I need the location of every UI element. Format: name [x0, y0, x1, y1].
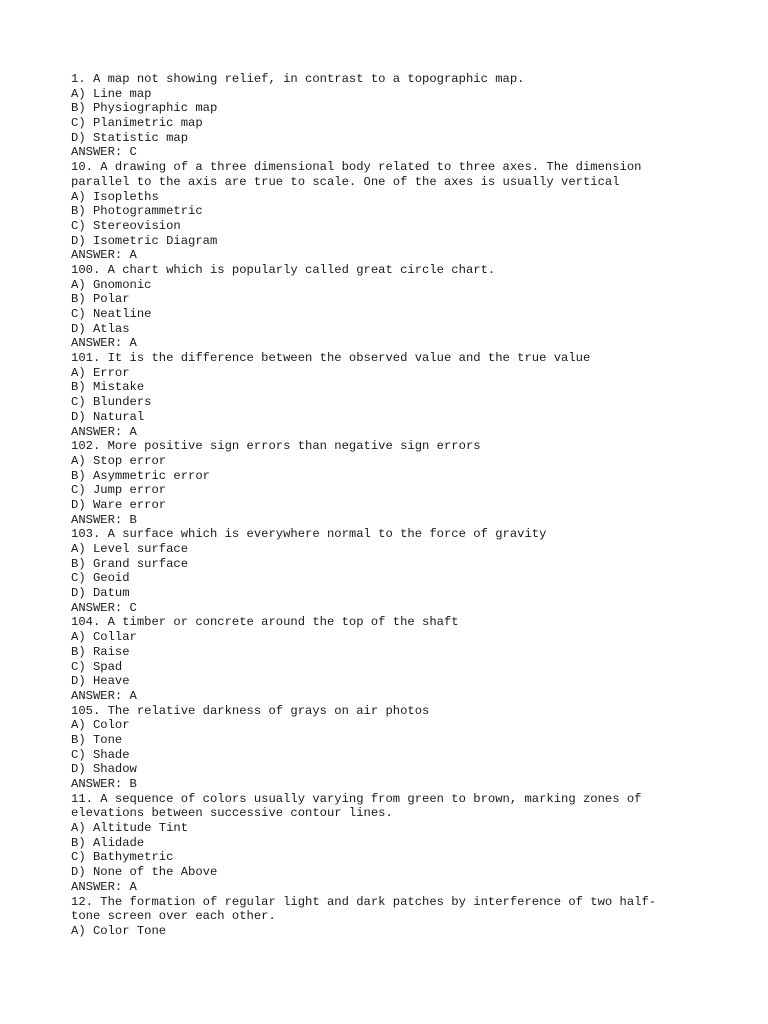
- question-text-continued: tone screen over each other.: [71, 909, 276, 924]
- answer-option: D) None of the Above: [71, 865, 218, 880]
- answer-key: ANSWER: C: [71, 145, 137, 160]
- answer-key: ANSWER: C: [71, 600, 137, 615]
- answer-option: A) Collar: [71, 630, 137, 645]
- answer-option: A) Level surface: [71, 542, 189, 556]
- question-text: 11. A sequence of colors usually varying from green to brown, marking zones of: [71, 791, 642, 806]
- answer-option: B) Raise: [71, 644, 130, 659]
- answer-option: C) Bathymetric: [71, 850, 174, 865]
- question-text: 10. A drawing of a three dimensional body related to three axes. The dimension: [71, 160, 642, 175]
- answer-option: C) Geoid: [71, 571, 130, 586]
- answer-option: C) Stereovision: [71, 218, 181, 233]
- answer-option: C) Planimetric map: [71, 116, 203, 131]
- answer-option: C) Jump error: [71, 483, 167, 498]
- answer-option: C) Neatline: [71, 307, 152, 321]
- question-text: 100. A chart which is popularly called great circle chart.: [71, 262, 496, 277]
- answer-option: A) Gnomonic: [71, 277, 152, 292]
- answer-option: D) Datum: [71, 586, 130, 601]
- answer-option: D) Shadow: [71, 762, 137, 777]
- answer-option: B) Asymmetric error: [71, 468, 210, 483]
- answer-key: ANSWER: A: [71, 336, 137, 351]
- answer-option: A) Error: [71, 365, 130, 380]
- question-text: 103. A surface which is everywhere normal to the force of gravity: [71, 527, 547, 542]
- answer-option: D) Atlas: [71, 321, 130, 336]
- answer-option: D) Statistic map: [71, 130, 189, 145]
- answer-option: D) Natural: [71, 409, 145, 424]
- question-text: 12. The formation of regular light and dark patches by interference of two half-: [71, 894, 657, 909]
- question-text: 102. More positive sign errors than negative sign errors: [71, 439, 481, 454]
- quiz-text-body: [71, 72, 711, 939]
- answer-option: A) Stop error: [71, 453, 167, 468]
- answer-option: B) Mistake: [71, 380, 145, 395]
- question-text-continued: elevations between successive contour lines.: [71, 806, 393, 821]
- answer-option: C) Spad: [71, 659, 123, 674]
- answer-option: B) Polar: [71, 292, 130, 307]
- answer-option: A) Isopleths: [71, 189, 159, 204]
- answer-key: ANSWER: B: [71, 512, 137, 527]
- question-text: 104. A timber or concrete around the top of the shaft: [71, 615, 459, 630]
- answer-option: A) Line map: [71, 86, 152, 101]
- answer-key: ANSWER: A: [71, 248, 137, 263]
- answer-option: B) Grand surface: [71, 556, 189, 571]
- question-text: 105. The relative darkness of grays on air photos: [71, 703, 430, 718]
- answer-option: B) Tone: [71, 732, 123, 747]
- answer-key: ANSWER: A: [71, 688, 137, 703]
- answer-option: C) Shade: [71, 747, 130, 762]
- answer-option: D) Heave: [71, 674, 130, 689]
- answer-key: ANSWER: A: [71, 879, 137, 894]
- answer-option: A) Altitude Tint: [71, 821, 189, 836]
- answer-option: A) Color Tone: [71, 923, 167, 938]
- answer-option: D) Isometric Diagram: [71, 233, 218, 248]
- question-text: 101. It is the difference between the observed value and the true value: [71, 351, 591, 366]
- answer-option: B) Alidade: [71, 835, 145, 850]
- answer-key: ANSWER: A: [71, 424, 137, 439]
- answer-key: ANSWER: B: [71, 777, 137, 791]
- question-text: 1. A map not showing relief, in contrast to a topographic map.: [71, 72, 525, 86]
- answer-option: B) Physiographic map: [71, 101, 218, 116]
- answer-option: D) Ware error: [71, 497, 167, 512]
- question-text-continued: parallel to the axis are true to scale. One of the axes is usually vertical: [71, 174, 620, 189]
- answer-option: A) Color: [71, 718, 130, 733]
- answer-option: B) Photogrammetric: [71, 204, 203, 219]
- answer-option: C) Blunders: [71, 395, 152, 410]
